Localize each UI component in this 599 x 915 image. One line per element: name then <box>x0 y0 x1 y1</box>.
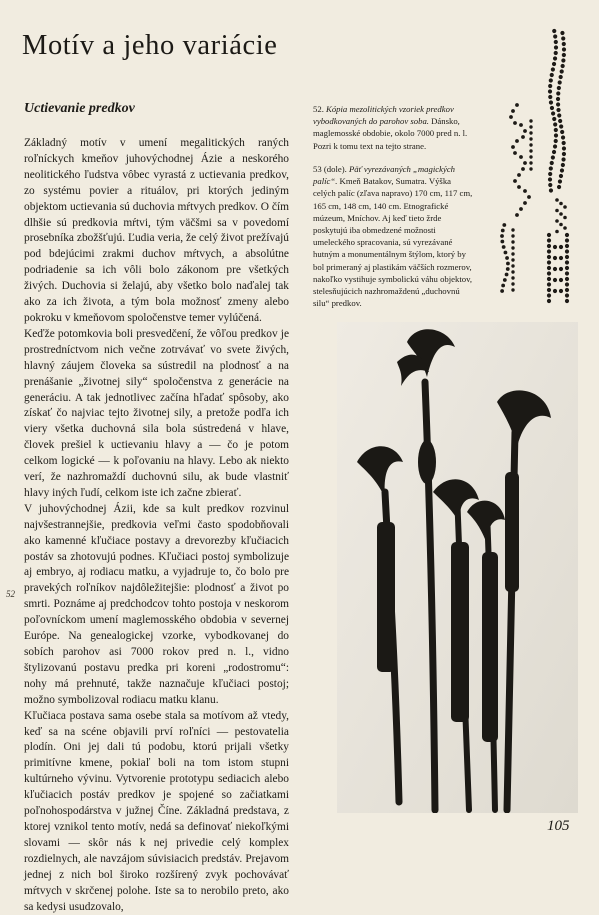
motif-dot <box>559 289 563 293</box>
motif-dot <box>517 173 521 177</box>
motif-dot <box>556 102 560 106</box>
motif-dot <box>563 205 567 209</box>
motif-dot <box>565 238 569 242</box>
motif-dot <box>519 207 523 211</box>
motif-dot <box>561 157 565 161</box>
motif-dot <box>562 53 566 57</box>
motif-dot <box>557 113 561 117</box>
motif-dot <box>521 167 525 171</box>
motif-dot <box>552 117 556 121</box>
motif-dot <box>565 299 569 303</box>
motif-dot <box>548 84 552 88</box>
motif-dot <box>555 198 559 202</box>
motif-dot <box>565 282 569 286</box>
motif-dot <box>548 177 552 181</box>
motif-dot <box>521 135 525 139</box>
motif-dot <box>553 144 557 148</box>
motif-dot <box>559 223 563 227</box>
dotted-ancestor-motif-illustration <box>495 25 571 311</box>
motif-dot <box>561 36 565 40</box>
paragraph: Kľučiaca postava sama osebe stala sa motívom až vtedy, keď sa na scéne objavili prví roľníci — pestovatelia plodín. Oni jej dali tú podobu, ktorú prijali všetky primitívne kmene, pokiaľ boli na tom istom stupni kultúrneho vývinu. Vytvorenie prototypu sediacich alebo kľučiacich postáv predkov je spojené so začiatkami poľnohospodárstva v južnej Číne. Základná predstava, z ktorej vznikol tento motív, nedá sa definovať niekoľkými slovami — skôr nás k nej privedie celý komplex rozdielnych, ale navzájom súvisiacich predstáv. Prejavom jednej z nich bol široko rozšírený zvyk pochovávať mŕtvych v skrčenej polohe. Iste sa to nerobilo preto, ako sa kedysi usudzovalo, <box>24 709 289 913</box>
motif-dot <box>529 149 532 152</box>
motif-dot <box>553 245 557 249</box>
section-heading: Uctievanie predkov <box>24 101 135 116</box>
motif-dot <box>519 155 523 159</box>
motif-dot <box>561 135 565 139</box>
motif-dot <box>551 67 555 71</box>
motif-dot <box>523 201 527 205</box>
motif-dot <box>547 238 551 242</box>
motif-dot <box>511 109 515 113</box>
motif-dot <box>565 249 569 253</box>
motif-dot <box>547 288 551 292</box>
motif-dot <box>511 252 514 255</box>
motif-dot <box>511 258 514 261</box>
motif-dot <box>550 161 554 165</box>
motif-dot <box>565 233 569 237</box>
motif-dot <box>549 166 553 170</box>
motif-dot <box>565 255 569 259</box>
motif-dot <box>558 179 562 183</box>
motif-dot <box>553 267 557 271</box>
motif-dot <box>565 266 569 270</box>
figure-caption-53 <box>313 163 473 309</box>
figure-reference-mark: 52 <box>6 589 15 599</box>
motif-dot <box>559 256 563 260</box>
caption-number: 52. <box>313 104 324 114</box>
motif-dot <box>553 256 557 260</box>
motif-dot <box>511 228 514 231</box>
motif-dot <box>523 189 527 193</box>
motif-dot <box>547 260 551 264</box>
motif-dot <box>550 73 554 77</box>
motif-dot <box>523 129 527 133</box>
motif-dot <box>558 80 562 84</box>
motif-dot <box>552 29 556 33</box>
caption-text: Kmeň Batakov, Sumatra. Výška celých palíc (zľava napravo) 170 cm, 117 cm, 165 cm, 148 cm, 140 cm. Etnografické múzeum, Mníchov. Aj keď tieto žrde poskytujú iba obmedzené možnosti umeleckého spracovania, sú vyrezávané hutným a monumentálnym štýlom, ktorý by bol primeraný aj plastikám väčších rozmerov, nakoľko vystihuje symbolickú váhu objektov, stelesňujúcich nazhromaždenú „duchovnú silu“ predkov. <box>313 176 473 309</box>
paragraph: V juhovýchodnej Ázii, kde sa kult predkov rozvinul najvšestrannejšie, predkovia veľmi často spodobňovali ako kamenné kľučiace postavy a drevorezby kľučiacich postáv sa zhotovujú podnes. Kľučiaci postoj symbolizuje aj embryo, aj rodiacu matku, a vyjadruje to, čo bolo pre pravekých roľníkov najdôležitejšie: plodnosť a život po smrti. Poznáme aj predchodcov tohto postoja v neskorom poľovníckom umení maglemosského obdobia v severnej Európe. Na genealogickej vzorke, vybodkovanej do sobích parohov asi 7000 rokov pred n. l., vidno štylizovanú postavu predka pri koreni „rodostromu“: nohy má prehnuté, takže naznačuje kľučiaci postoj; možno symbolizoval rodiacu matku klanu. <box>24 502 289 706</box>
motif-dot <box>565 260 569 264</box>
motif-dot <box>552 150 556 154</box>
motif-dot <box>565 288 569 292</box>
motif-dot <box>511 270 514 273</box>
motif-dot <box>502 223 506 227</box>
motif-dot <box>505 256 509 260</box>
motif-dot <box>529 161 532 164</box>
motif-dot <box>502 245 506 249</box>
motif-dot <box>553 56 557 60</box>
motif-dot <box>519 123 523 127</box>
motif-dot <box>549 100 553 104</box>
motif-dot <box>511 282 514 285</box>
motif-dot <box>548 183 552 187</box>
figure-caption-52 <box>313 103 473 152</box>
motif-dot <box>523 161 527 165</box>
motif-dot <box>556 97 560 101</box>
motif-dot <box>500 234 504 238</box>
motif-dot <box>511 246 514 249</box>
motif-dot <box>565 271 569 275</box>
motif-dot <box>562 146 566 150</box>
motif-dot <box>511 288 514 291</box>
motif-dot <box>511 145 515 149</box>
motif-dot <box>559 278 563 282</box>
motif-dot <box>565 293 569 297</box>
motif-dot <box>551 155 555 159</box>
motif-dot <box>547 282 551 286</box>
motif-dot <box>513 179 517 183</box>
motif-dot <box>529 119 532 122</box>
motif-dot <box>503 278 507 282</box>
motif-dot <box>556 91 560 95</box>
motif-dot <box>553 289 557 293</box>
motif-dot <box>515 139 519 143</box>
motif-dot <box>511 240 514 243</box>
motif-dot <box>547 233 551 237</box>
motif-dot <box>515 213 519 217</box>
motif-dot <box>527 195 531 199</box>
motif-dot <box>500 289 504 293</box>
motif-dot <box>560 130 564 134</box>
motif-dot <box>529 155 532 158</box>
motif-dot <box>547 277 551 281</box>
motif-dot <box>559 245 563 249</box>
motif-dot <box>500 240 504 244</box>
motif-dot <box>562 47 566 51</box>
caption-title: Päť vyrezávaných „magických palíc“. <box>313 164 456 187</box>
motif-dot <box>559 202 563 206</box>
motif-dot <box>556 108 560 112</box>
motif-dot <box>559 174 563 178</box>
caption-title: Kópia mezolitických vzoriek predkov vybodkovaných do parohov soba. <box>313 104 454 127</box>
motif-dot <box>501 229 505 233</box>
motif-dot <box>513 151 517 155</box>
motif-dot <box>506 262 510 266</box>
paragraph: Keďže potomkovia boli presvedčení, že vôľou predkov je prostredníctvom nich večne zotrvávať vo svete živých, hlavný záujem človeka sa sústredil na plodnosť a na prenášanie „životnej sily“ spoločenstva z generácie na generáciu. A tak jednotlivec začína hľadať spôsoby, ako získať čo najviac tejto životnej sily, a pretože podľa ich viery všetka duchovná sila bola sústredená v hlave, človek prešiel k uctievaniu hlavy a — čo je potom celkom logické — k poľovaniu na hlavy. Lebo ak niekto verí, že nazhromaždí duchovnú silu, ak bude vlastniť hlavy iných ľudí, celkom iste ich začne zbierať. <box>24 327 289 499</box>
motif-dot <box>555 209 559 213</box>
motif-dot <box>506 267 510 271</box>
motif-dot <box>517 185 521 189</box>
motif-dot <box>548 172 552 176</box>
motif-dot <box>554 128 558 132</box>
motif-dot <box>561 64 565 68</box>
motif-dot <box>562 42 566 46</box>
motif-dot <box>511 234 514 237</box>
motif-dot <box>504 251 508 255</box>
motif-dot <box>529 125 532 128</box>
motif-dot <box>554 40 558 44</box>
motif-dot <box>561 163 565 167</box>
motif-dot <box>561 58 565 62</box>
motif-dot <box>563 216 567 220</box>
motif-dot <box>559 212 563 216</box>
motif-dot <box>547 249 551 253</box>
motif-dot <box>560 31 564 35</box>
motif-dot <box>555 230 559 234</box>
caption-text: Dánsko, maglemosské obdobie, okolo 7000 pred n. l. Pozri k tomu text na tejto strane. <box>313 116 468 151</box>
motif-dot <box>511 264 514 267</box>
magic-staffs-photograph <box>337 322 578 813</box>
motif-dot <box>548 89 552 93</box>
motif-dot <box>562 141 566 145</box>
motif-dot <box>550 106 554 110</box>
paragraph: Základný motív v umení megalitických raných roľníckych kmeňov juhovýchodnej Ázie a neskorého neolitického ľudstva vôbec vyrastá z uctievania predkov, zo systému povier a rituálov, pri ktorých jediným objektom uctievania sú duchovia mŕtvych predkov. O čím dlhšie sú predkovia mŕtvi, tým väčšmi sa v povedomí prosebníka zbožšťujú. Ľudia veria, že celý život prežívajú pod bdejúcimi zrakmi duchov mŕtvych, a absolútne podriadenie sa ich vôli bolo zákonom pre všetkých živých. Duchovia si želajú, aby všetko bolo naďalej tak ako za ich života, a tým bola možnosť zmeny alebo pokroku v kmeňovom spoločenstve temer vylúčená. <box>24 137 289 324</box>
caption-number: 53 (dole). <box>313 164 347 174</box>
motif-dot <box>513 121 517 125</box>
page-number: 105 <box>547 818 570 834</box>
motif-dot <box>547 299 551 303</box>
motif-dot <box>554 51 558 55</box>
motif-dot <box>559 267 563 271</box>
motif-dot <box>553 278 557 282</box>
motif-dot <box>547 271 551 275</box>
motif-dot <box>548 95 552 99</box>
motif-dot <box>511 276 514 279</box>
motif-dot <box>565 244 569 248</box>
motif-dot <box>553 34 557 38</box>
motif-dot <box>549 188 553 192</box>
motif-dot <box>562 152 566 156</box>
motif-dot <box>555 219 559 223</box>
motif-dot <box>551 111 555 115</box>
motif-dot <box>559 75 563 79</box>
motif-dot <box>529 167 532 170</box>
motif-dot <box>547 244 551 248</box>
motif-dot <box>547 293 551 297</box>
motif-dot <box>552 62 556 66</box>
motif-dot <box>553 122 557 126</box>
motif-dot <box>558 119 562 123</box>
motif-dot <box>529 137 532 140</box>
motif-dot <box>501 284 505 288</box>
motif-dot <box>549 78 553 82</box>
motif-dot <box>529 143 532 146</box>
motif-dot <box>565 277 569 281</box>
motif-dot <box>509 115 513 119</box>
page-title: Motív a jeho variácie <box>22 30 278 61</box>
motif-dot <box>515 103 519 107</box>
motif-dot <box>560 69 564 73</box>
motif-dot <box>563 226 567 230</box>
motif-dot <box>554 139 558 143</box>
motif-dot <box>505 273 509 277</box>
motif-dot <box>560 168 564 172</box>
motif-dot <box>554 133 558 137</box>
body-text <box>24 136 289 915</box>
motif-dot <box>554 45 558 49</box>
motif-dot <box>559 124 563 128</box>
motif-dot <box>547 255 551 259</box>
motif-dot <box>547 266 551 270</box>
motif-dot <box>557 86 561 90</box>
motif-dot <box>557 185 561 189</box>
motif-dot <box>529 131 532 134</box>
